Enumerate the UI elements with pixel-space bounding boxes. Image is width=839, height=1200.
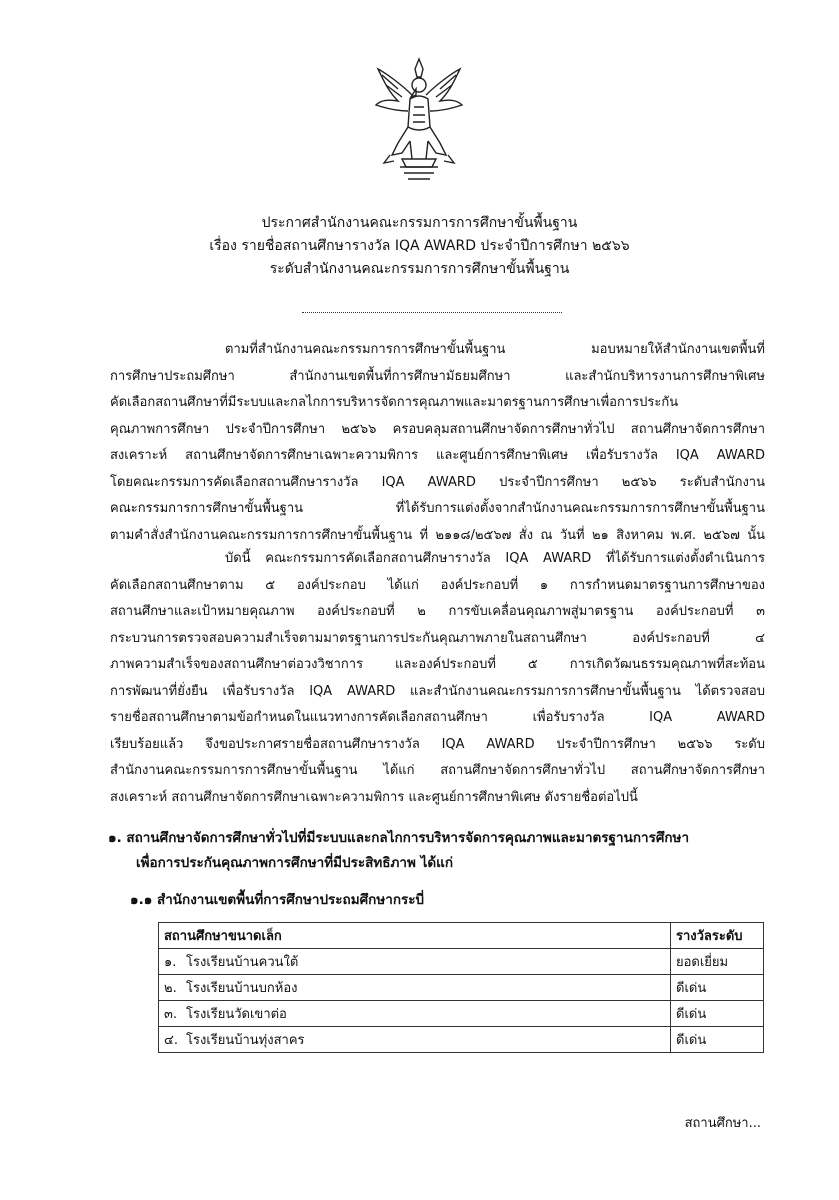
table-row [159, 975, 764, 1001]
paragraph-line: กระบวนการตรวจสอบความสำเร็จตามมาตรฐานการประกันคุณภาพภายในสถานศึกษา องค์ประกอบที่ ๔ [110, 630, 765, 646]
paragraph-announcement [110, 546, 765, 811]
paragraph-line: บัดนี้ คณะกรรมการคัดเลือกสถานศึกษารางวัล IQA AWARD ที่ได้รับการแต่งตั้งดำเนินการ [225, 551, 765, 566]
school-name: โรงเรียนบ้านบกห้อง [186, 981, 298, 996]
row-number: ๓. [164, 1007, 178, 1022]
row-number: ๔. [164, 1033, 178, 1048]
row-number: ๒. [164, 981, 177, 996]
paragraph-line: สงเคราะห์ สถานศึกษาจัดการศึกษาเฉพาะความพิการ และศูนย์การศึกษาพิเศษ เพื่อรับรางวัล IQA AWARD [110, 448, 765, 463]
announcement-subject: เรื่อง รายชื่อสถานศึกษารางวัล IQA AWARD ประจำปีการศึกษา ๒๕๖๖ [209, 238, 630, 254]
paragraph-line: ตามคำสั่งสำนักงานคณะกรรมการการศึกษาขั้นพื้นฐาน ที่ ๒๑๑๘/๒๕๖๗ สั่ง ณ วันที่ ๒๑ สิงหาคม พ.ศ. ๒๕๖๗ นั้น [110, 527, 765, 543]
paragraph-line: คุณภาพการศึกษา ประจำปีการศึกษา ๒๕๖๖ ครอบคลุมสถานศึกษาจัดการศึกษาทั่วไป สถานศึกษาจัดการศึกษา [110, 421, 765, 437]
paragraph-line: การพัฒนาที่ยั่งยืน เพื่อรับรางวัล IQA AWARD และสำนักงานคณะกรรมการการศึกษาขั้นพื้นฐาน ได้ตรวจสอบ [110, 683, 765, 699]
paragraph-line: ตามที่สำนักงานคณะกรรมการการศึกษาขั้นพื้นฐาน มอบหมายให้สำนักงานเขตพื้นที่ [225, 342, 765, 357]
announcement-header [0, 212, 839, 281]
paragraph-line: ภาพความสำเร็จของสถานศึกษาต่อวงวิชาการ และองค์ประกอบที่ ๕ การเกิดวัฒนธรรมคุณภาพที่สะท้อน [110, 657, 765, 672]
paragraph-line: คัดเลือกสถานศึกษาที่มีระบบและกลไกการบริหารจัดการคุณภาพและมาตรฐานการศึกษาเพื่อการประกัน [110, 395, 679, 410]
paragraph-line: คณะกรรมการการศึกษาขั้นพื้นฐาน ที่ได้รับการแต่งตั้งจากสำนักงานคณะกรรมการการศึกษาขั้นพื้นฐาน [110, 501, 765, 516]
awards-table [158, 922, 764, 1053]
continuation-text: สถานศึกษา... [684, 1116, 761, 1131]
school-name: โรงเรียนบ้านทุ่งสาคร [186, 1033, 305, 1048]
paragraph-line: การศึกษาประถมศึกษา สำนักงานเขตพื้นที่การศึกษามัธยมศึกษา และสำนักบริหารงานการศึกษาพิเศษ [110, 368, 765, 384]
header-school: สถานศึกษาขนาดเล็ก [159, 923, 671, 949]
paragraph-line: คัดเลือกสถานศึกษาตาม ๕ องค์ประกอบ ได้แก่ องค์ประกอบที่ ๑ การกำหนดมาตรฐานการศึกษาของ [110, 577, 765, 593]
section-heading-line: เพื่อการประกันคุณภาพการศึกษาที่มีประสิทธิภาพ ได้แก่ [136, 855, 454, 871]
header-award: รางวัลระดับ [671, 923, 764, 949]
announcement-title: ประกาศสำนักงานคณะกรรมการการศึกษาขั้นพื้นฐาน [261, 215, 578, 231]
row-number: ๑. [164, 955, 177, 970]
table-row [159, 949, 764, 975]
school-name: โรงเรียนวัดเขาต่อ [186, 1007, 287, 1022]
paragraph-line: สงเคราะห์ สถานศึกษาจัดการศึกษาเฉพาะความพิการ และศูนย์การศึกษาพิเศษ ดังรายชื่อต่อไปนี้ [110, 789, 638, 805]
table-row [159, 1001, 764, 1027]
paragraph-line: โดยคณะกรรมการคัดเลือกสถานศึกษารางวัล IQA AWARD ประจำปีการศึกษา ๒๕๖๖ ระดับสำนักงาน [110, 474, 765, 490]
paragraph-line: สำนักงานคณะกรรมการการศึกษาขั้นพื้นฐาน ได้แก่ สถานศึกษาจัดการศึกษาทั่วไป สถานศึกษาจัดการศึกษา [110, 763, 765, 778]
table-header-row [159, 923, 764, 949]
announcement-level: ระดับสำนักงานคณะกรรมการการศึกษาขั้นพื้นฐาน [269, 261, 570, 277]
award-level: ดีเด่น [671, 1027, 764, 1053]
paragraph-line: รายชื่อสถานศึกษาตามข้อกำหนดในแนวทางการคัดเลือกสถานศึกษา เพื่อรับรางวัล IQA AWARD [110, 710, 765, 725]
paragraph-background [110, 337, 765, 549]
award-level: ดีเด่น [671, 1001, 764, 1027]
section-heading [108, 826, 689, 876]
garuda-emblem [372, 55, 466, 185]
table-row [159, 1027, 764, 1053]
paragraph-line: สถานศึกษาและเป้าหมายคุณภาพ องค์ประกอบที่ ๒ การขับเคลื่อนคุณภาพสู่มาตรฐาน องค์ประกอบที่ ๓ [110, 604, 765, 619]
paragraph-line: เรียบร้อยแล้ว จึงขอประกาศรายชื่อสถานศึกษารางวัล IQA AWARD ประจำปีการศึกษา ๒๕๖๖ ระดับ [110, 736, 765, 752]
dotted-divider [302, 312, 562, 313]
award-level: ยอดเยี่ยม [671, 949, 764, 975]
school-name: โรงเรียนบ้านควนใต้ [186, 955, 299, 970]
section-heading-line: ๑. สถานศึกษาจัดการศึกษาทั่วไปที่มีระบบและกลไกการบริหารจัดการคุณภาพและมาตรฐานการศึกษา [108, 830, 690, 846]
award-level: ดีเด่น [671, 975, 764, 1001]
subsection-heading: ๑.๑ สำนักงานเขตพื้นที่การศึกษาประถมศึกษากระบี่ [130, 892, 425, 908]
